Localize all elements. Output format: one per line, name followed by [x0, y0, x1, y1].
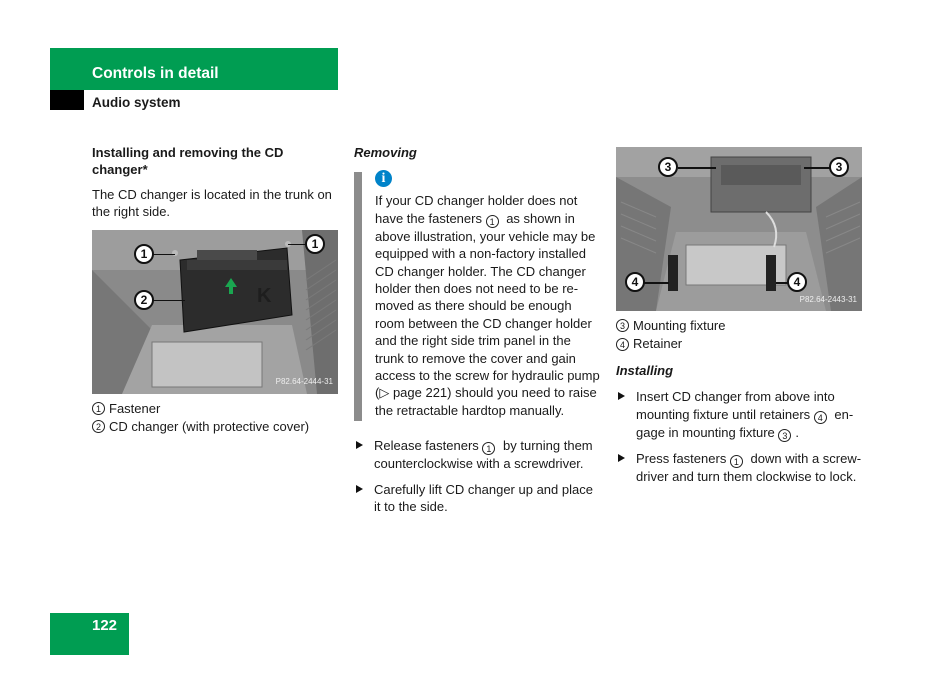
- step-text: en-gage in mounting fixture: [636, 406, 854, 440]
- step-ref-number: 4: [814, 411, 827, 424]
- legend-item-mounting: [616, 317, 862, 334]
- info-note-text: [375, 192, 600, 419]
- svg-text:K: K: [257, 284, 272, 307]
- callout-mounting-left: 3: [658, 157, 678, 177]
- column-middle: [354, 144, 600, 524]
- step-text: Insert CD changer from above into mounting fixture until retainers: [636, 389, 835, 422]
- callout-leader: [153, 254, 175, 256]
- step-text: Press fasteners: [636, 450, 730, 466]
- legend-number: 3: [616, 319, 629, 332]
- step-bullet-icon: [356, 485, 363, 493]
- callout-mounting-right: 3: [829, 157, 849, 177]
- section-title: Controls in detail: [92, 65, 219, 82]
- info-icon: i: [375, 170, 392, 187]
- step-text: .: [795, 424, 799, 440]
- step-insert-changer: [616, 388, 862, 441]
- step-text: down with a screw-driver and turn them clockwise to lock.: [636, 450, 862, 484]
- subsection-marker: [50, 90, 84, 110]
- mounting-fixture-drawing: [616, 147, 862, 311]
- legend-item-retainer: [616, 335, 862, 352]
- legend-text: Mounting fixture: [633, 318, 726, 333]
- legend-number: 2: [92, 420, 105, 433]
- legend-text: Retainer: [633, 336, 683, 352]
- mounting-fixture-illustration: [616, 147, 862, 311]
- note-text-part: If your CD changer holder does not have the fasteners: [375, 193, 578, 226]
- trunk-cd-changer-drawing: [92, 230, 338, 394]
- legend-number: 4: [616, 338, 629, 351]
- step-text: Carefully lift CD changer up and place it to the side.: [374, 481, 593, 515]
- callout-fastener-right: 1: [305, 234, 325, 254]
- step-text: by turning them counterclockwise with a screwdriver.: [374, 438, 593, 472]
- callout-leader: [644, 282, 669, 284]
- cd-changer-heading: Installing and removing the CD changer*: [92, 145, 284, 178]
- legend-text: Fastener: [109, 400, 161, 416]
- callout-cd-changer: 2: [134, 290, 154, 310]
- legend-item-cd-changer: [92, 418, 338, 435]
- callout-fastener-left: 1: [134, 244, 154, 264]
- info-note: [354, 170, 600, 419]
- column-left: [92, 144, 338, 436]
- step-bullet-icon: [618, 392, 625, 400]
- callout-leader: [153, 300, 185, 302]
- page-number: 122: [92, 617, 118, 634]
- section-header-bar: [50, 48, 338, 90]
- removing-heading: Removing: [354, 145, 417, 160]
- step-ref-number: 3: [778, 429, 791, 442]
- installing-heading: Installing: [616, 362, 674, 378]
- cd-changer-intro: The CD changer is located in the trunk on the right side.: [92, 186, 332, 220]
- subsection-title: Audio system: [92, 95, 181, 110]
- legend-text: CD changer (with protective cover): [109, 419, 310, 435]
- step-release-fasteners: [354, 437, 600, 472]
- note-bar: [354, 172, 362, 421]
- figure-code: P82.64-2443-31: [799, 294, 857, 304]
- step-bullet-icon: [356, 441, 363, 449]
- step-ref-number: 1: [482, 442, 495, 455]
- column-right: [616, 147, 862, 493]
- step-lift-changer: [354, 481, 600, 516]
- cd-changer-illustration: [92, 230, 338, 394]
- callout-retainer-right: 4: [787, 272, 807, 292]
- step-text: Release fasteners: [374, 438, 483, 454]
- figure-code: P82.64-2444-31: [275, 377, 333, 387]
- step-bullet-icon: [618, 454, 625, 462]
- callout-retainer-left: 4: [625, 272, 645, 292]
- callout-leader: [804, 167, 830, 169]
- note-text-part: as shown in above illustration, your vehicle may be equipped with a non-factory installed CD changer holder. The CD changer holder then does not need to be re-moved as there should be enough room between the CD changer holder and the right side trim panel in the trunk to remove the cover and gain access to the screw for hydraulic pump (▷ page 221) should you need to raise the retractable hardtop manually.: [375, 210, 600, 418]
- callout-leader: [678, 167, 716, 169]
- page-number-box: [50, 613, 129, 655]
- callout-leader: [288, 244, 306, 246]
- note-ref-number: 1: [486, 215, 499, 228]
- legend-number: 1: [92, 402, 105, 415]
- step-ref-number: 1: [730, 455, 743, 468]
- step-press-fasteners: [616, 450, 862, 485]
- legend-item-fastener: [92, 400, 338, 417]
